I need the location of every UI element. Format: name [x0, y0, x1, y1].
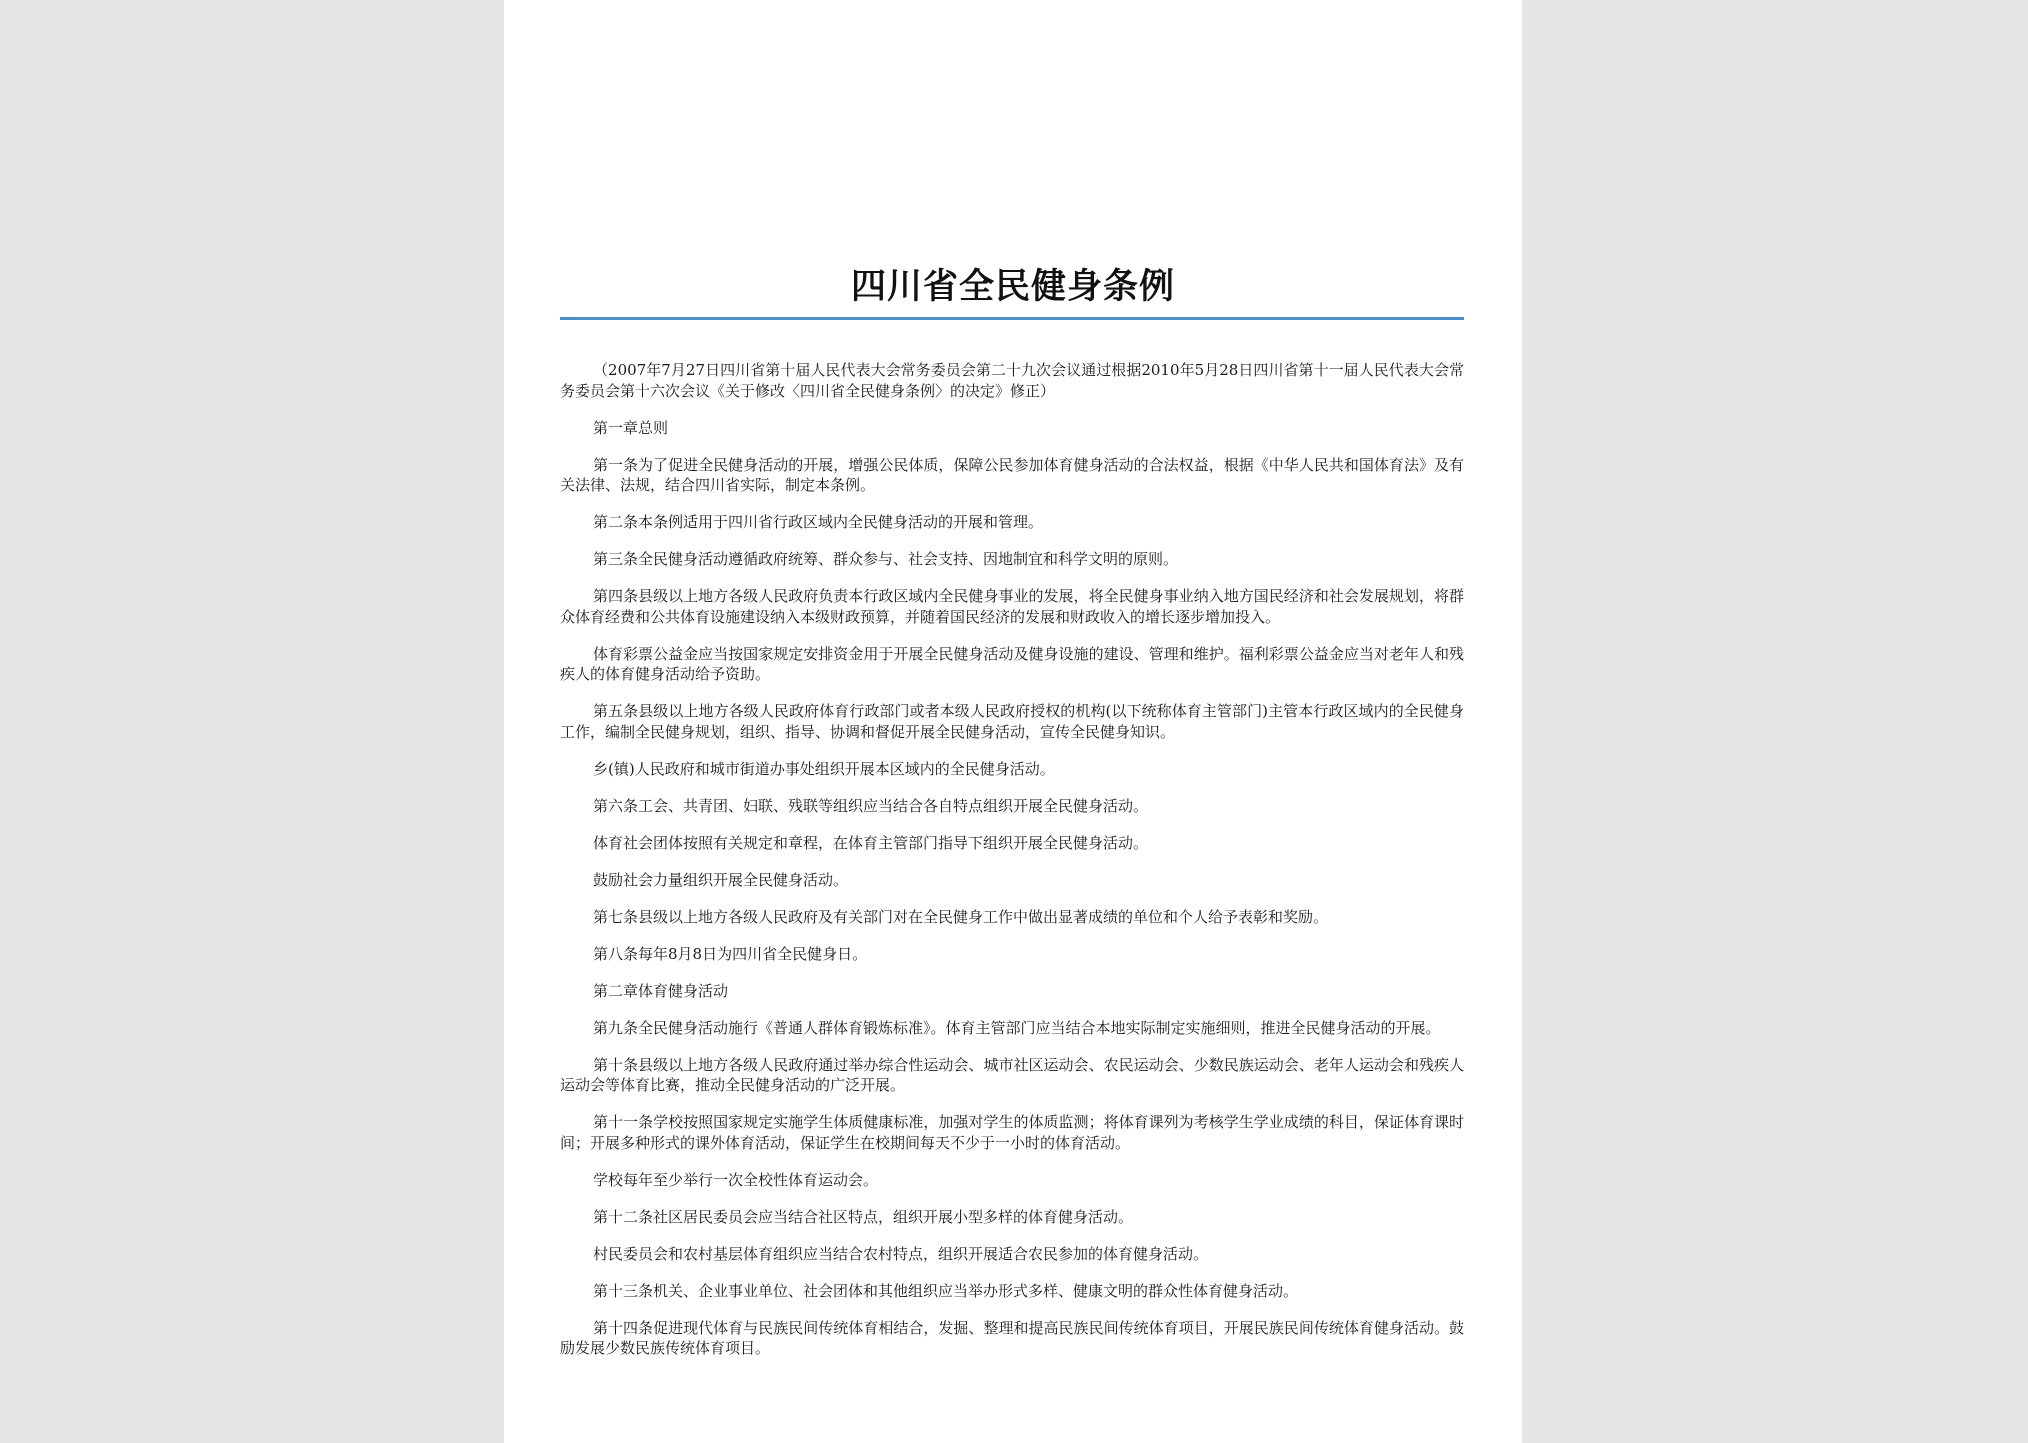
article-paragraph: 学校每年至少举行一次全校性体育运动会。 [593, 1170, 879, 1189]
article-paragraph: 第七条县级以上地方各级人民政府及有关部门对在全民健身工作中做出显著成绩的单位和个人给予表彰和奖励。 [593, 907, 1329, 926]
article-paragraph: 第十一条学校按照国家规定实施学生体质健康标准，加强对学生的体质监测；将体育课列为考核学生学业成绩的科目，保证体育课时间；开展多种形式的课外体育活动，保证学生在校期间每天不少于一小时的体育活动。 [560, 1113, 1464, 1152]
chapter-heading: 第二章体育健身活动 [593, 981, 729, 1000]
title-underline [560, 317, 1464, 320]
article-paragraph: 第十条县级以上地方各级人民政府通过举办综合性运动会、城市社区运动会、农民运动会、少数民族运动会、老年人运动会和残疾人运动会等体育比赛，推动全民健身活动的广泛开展。 [560, 1055, 1464, 1094]
article-paragraph: 第十二条社区居民委员会应当结合社区特点，组织开展小型多样的体育健身活动。 [593, 1207, 1134, 1226]
chapter-heading: 第一章总则 [593, 418, 669, 437]
article-paragraph: 第九条全民健身活动施行《普通人群体育锻炼标准》。体育主管部门应当结合本地实际制定实施细则，推进全民健身活动的开展。 [593, 1018, 1441, 1037]
document-title: 四川省全民健身条例 [850, 266, 1175, 307]
preamble-paragraph: （2007年7月27日四川省第十届人民代表大会常务委员会第二十九次会议通过根据2010年5月28日四川省第十一届人民代表大会常务委员会第十六次会议《关于修改〈四川省全民健身条例〉的决定》修正） [560, 361, 1464, 400]
article-paragraph: 鼓励社会力量组织开展全民健身活动。 [593, 870, 849, 889]
document-page [504, 0, 1522, 1443]
article-paragraph: 第五条县级以上地方各级人民政府体育行政部门或者本级人民政府授权的机构(以下统称体育主管部门)主管本行政区域内的全民健身工作，编制全民健身规划，组织、指导、协调和督促开展全民健身活动，宣传全民健身知识。 [560, 702, 1464, 741]
article-paragraph: 第十四条促进现代体育与民族民间传统体育相结合，发掘、整理和提高民族民间传统体育项目，开展民族民间传统体育健身活动。鼓励发展少数民族传统体育项目。 [560, 1318, 1464, 1357]
article-paragraph: 第一条为了促进全民健身活动的开展，增强公民体质，保障公民参加体育健身活动的合法权益，根据《中华人民共和国体育法》及有关法律、法规，结合四川省实际，制定本条例。 [560, 455, 1464, 494]
article-paragraph: 第三条全民健身活动遵循政府统筹、群众参与、社会支持、因地制宜和科学文明的原则。 [593, 550, 1179, 568]
article-paragraph: 第二条本条例适用于四川省行政区域内全民健身活动的开展和管理。 [593, 513, 1044, 531]
document-body [560, 360, 1464, 1375]
article-paragraph: 第六条工会、共青团、妇联、残联等组织应当结合各自特点组织开展全民健身活动。 [593, 796, 1149, 815]
article-paragraph: 第八条每年8月8日为四川省全民健身日。 [593, 944, 868, 963]
article-paragraph: 村民委员会和农村基层体育组织应当结合农村特点，组织开展适合农民参加的体育健身活动。 [593, 1244, 1209, 1263]
article-paragraph: 体育彩票公益金应当按国家规定安排资金用于开展全民健身活动及健身设施的建设、管理和维护。福利彩票公益金应当对老年人和残疾人的体育健身活动给予资助。 [560, 644, 1464, 683]
article-paragraph: 第四条县级以上地方各级人民政府负责本行政区域内全民健身事业的发展，将全民健身事业纳入地方国民经济和社会发展规划，将群众体育经费和公共体育设施建设纳入本级财政预算，并随着国民经济的发展和财政收入的增长逐步增加投入。 [560, 587, 1464, 626]
article-paragraph: 第十三条机关、企业事业单位、社会团体和其他组织应当举办形式多样、健康文明的群众性体育健身活动。 [593, 1281, 1299, 1300]
article-paragraph: 乡(镇)人民政府和城市街道办事处组织开展本区域内的全民健身活动。 [593, 759, 1055, 778]
article-paragraph: 体育社会团体按照有关规定和章程，在体育主管部门指导下组织开展全民健身活动。 [593, 833, 1149, 852]
